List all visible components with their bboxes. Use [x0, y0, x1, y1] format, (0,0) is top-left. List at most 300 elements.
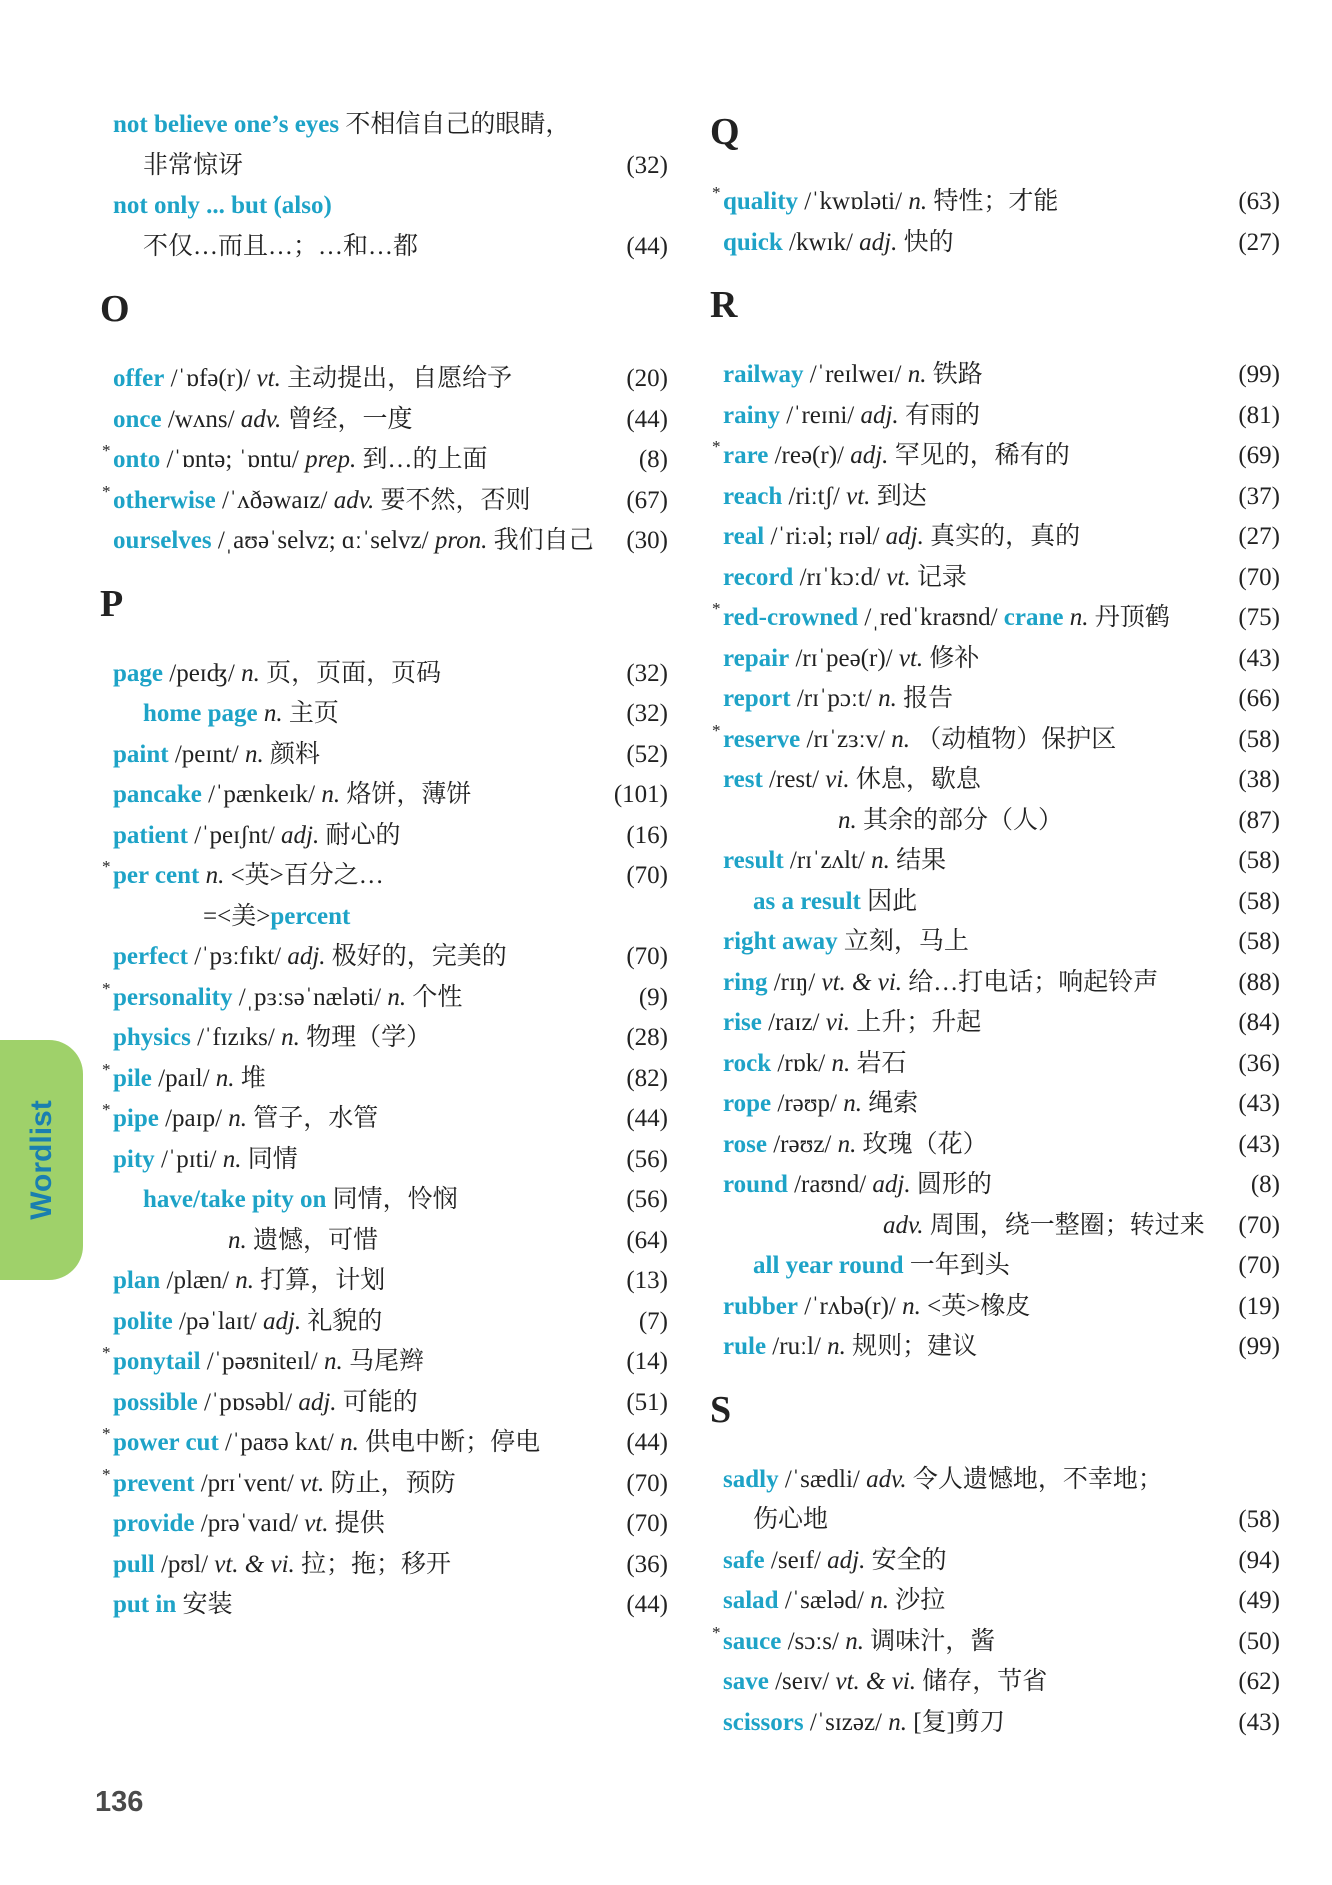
page-reference: (43) — [1238, 1130, 1280, 1158]
wordlist-entry — [723, 223, 954, 263]
page-reference: (44) — [626, 232, 668, 260]
part-of-speech: n. — [902, 1292, 921, 1320]
chinese-definition: <英>橡皮 — [927, 1292, 1031, 1320]
phonetic: /rɪˈzɜːv/ — [806, 725, 886, 753]
page-reference: (101) — [613, 781, 668, 808]
wordlist-entry — [723, 639, 979, 679]
page-reference: (50) — [1238, 1627, 1280, 1655]
star-marker: * — [102, 481, 111, 501]
part-of-speech: adj. — [287, 943, 326, 970]
headword: offer — [113, 365, 165, 392]
chinese-definition: 主动提出，自愿给予 — [287, 365, 513, 392]
part-of-speech: vt. — [898, 644, 924, 672]
phonetic: /ˈpænkeɪk/ — [208, 781, 316, 808]
phonetic: /ˈreɪni/ — [786, 401, 855, 429]
part-of-speech: adv. — [866, 1465, 907, 1493]
headword: pity — [113, 1145, 155, 1173]
part-of-speech: n. — [878, 685, 897, 712]
page-reference: (56) — [626, 1186, 668, 1213]
page-reference: (32) — [626, 659, 668, 687]
headword: record — [723, 563, 794, 591]
headword: rest — [723, 766, 763, 793]
wordlist-entry — [102, 856, 384, 896]
headword: salad — [723, 1587, 779, 1614]
chinese-definition: 供电中断；停电 — [365, 1429, 541, 1456]
phonetic: /seɪv/ — [775, 1668, 830, 1695]
chinese-definition: 绳索 — [868, 1090, 919, 1117]
part-of-speech: adj. — [885, 523, 924, 550]
phonetic: /sɔːs/ — [787, 1627, 839, 1655]
page-reference: (63) — [1238, 188, 1280, 215]
headword: provide — [113, 1510, 195, 1537]
chinese-definition: 储存，节省 — [922, 1668, 1048, 1695]
headword-part: crane — [1003, 604, 1064, 631]
headword: rise — [723, 1009, 762, 1036]
wordlist-entry — [723, 1125, 988, 1165]
headword: pull — [113, 1550, 155, 1578]
variant-marker: =<美> — [203, 902, 271, 930]
wordlist-entry — [143, 1180, 458, 1220]
page-reference: (70) — [1238, 563, 1280, 591]
phonetic: /ˈɒntə; ˈɒntu/ — [166, 446, 299, 473]
wordlist-entry — [712, 436, 1070, 476]
entry-continuation — [143, 227, 418, 267]
page-reference: (52) — [626, 740, 668, 768]
chinese-definition: 安全的 — [871, 1546, 947, 1574]
phonetic: /ˈpɪti/ — [160, 1145, 217, 1173]
headword: reserve — [723, 725, 801, 753]
phonetic: /ˌpɜːsəˈnæləti/ — [238, 983, 382, 1011]
headword: perfect — [113, 943, 188, 970]
page-reference: (16) — [626, 821, 668, 849]
headword: have/take pity on — [143, 1186, 327, 1213]
chinese-definition: 规则；建议 — [852, 1333, 978, 1360]
page-reference: (87) — [1238, 806, 1280, 834]
page-reference: (43) — [1238, 1708, 1280, 1736]
page-reference: (27) — [1238, 228, 1280, 256]
wordlist-entry — [883, 1206, 1205, 1246]
phonetic: /reə(r)/ — [774, 442, 844, 469]
part-of-speech: n. — [263, 700, 283, 727]
part-of-speech: prep. — [305, 446, 357, 473]
wordlist-entry — [723, 922, 969, 962]
page-reference: (70) — [1238, 1252, 1280, 1279]
page-reference: (44) — [626, 1105, 668, 1132]
phonetic: /ˈsɪzəz/ — [809, 1708, 882, 1736]
page-reference: (58) — [1238, 847, 1280, 874]
headword: red-crowned — [723, 604, 859, 631]
chinese-definition: 给…打电话；响起铃声 — [908, 968, 1159, 996]
part-of-speech: vt. — [886, 563, 911, 591]
star-marker: * — [102, 978, 111, 998]
wordlist-entry — [723, 558, 967, 598]
phonetic: /ruːl/ — [772, 1333, 821, 1360]
phonetic: /ˈsæləd/ — [784, 1587, 865, 1614]
chinese-definition: 极好的，完美的 — [331, 943, 507, 970]
phonetic: /pəˈlaɪt/ — [178, 1307, 257, 1335]
part-of-speech: vi. — [825, 1009, 851, 1036]
chinese-definition: 马尾辫 — [348, 1348, 424, 1375]
star-marker: * — [712, 1622, 721, 1642]
page-reference: (19) — [1238, 1292, 1280, 1320]
chinese-definition: 真实的，真的 — [930, 523, 1081, 550]
phonetic: /peɪnt/ — [174, 740, 239, 768]
chinese-definition: 不相信自己的眼睛， — [345, 111, 571, 138]
chinese-definition: 曾经，一度 — [287, 405, 413, 433]
wordlist-entry — [723, 477, 927, 517]
wordlist-entry — [113, 521, 594, 561]
phonetic: /paɪp/ — [165, 1105, 223, 1132]
page-reference: (13) — [626, 1267, 668, 1294]
chinese-definition: 沙拉 — [895, 1587, 946, 1614]
page-reference: (58) — [1238, 725, 1280, 753]
part-of-speech: n. — [235, 1267, 255, 1294]
star-marker: * — [102, 1424, 111, 1443]
part-of-speech: vt. & vi. — [821, 968, 903, 996]
headword: report — [723, 685, 791, 712]
phonetic: /rəʊz/ — [773, 1130, 832, 1158]
chinese-definition: 个性 — [412, 983, 463, 1011]
headword: paint — [113, 740, 169, 768]
wordlist-entry — [723, 1541, 947, 1581]
chinese-definition: 打算，计划 — [260, 1267, 386, 1294]
phonetic: /seɪf/ — [770, 1546, 821, 1574]
part-of-speech: n. — [837, 1130, 857, 1158]
chinese-definition: 烙饼，薄饼 — [346, 781, 472, 808]
page-reference: (66) — [1238, 685, 1280, 712]
part-of-speech: adj. — [872, 1171, 911, 1198]
chinese-definition: 特性；才能 — [933, 188, 1059, 215]
wordlist-entry — [723, 1460, 1163, 1500]
phonetic: /ˈpəʊniteɪl/ — [206, 1348, 318, 1375]
chinese-definition: 令人遗憾地，不幸地； — [912, 1465, 1163, 1493]
headword: repair — [723, 644, 790, 672]
chinese-definition: 颜料 — [269, 740, 320, 768]
headword: rare — [723, 442, 769, 469]
part-of-speech: adv. — [883, 1211, 924, 1239]
part-of-speech: n. — [340, 1429, 359, 1456]
wordlist-entry — [113, 400, 413, 440]
chinese-definition: 堆 — [240, 1064, 266, 1092]
page-reference: (30) — [626, 527, 668, 554]
chinese-definition: 同情，怜悯 — [332, 1186, 458, 1213]
wordlist-tab-label: Wordlist — [24, 1100, 58, 1220]
wordlist-entry — [723, 1287, 1030, 1327]
headword: ourselves — [113, 527, 212, 554]
wordlist-entry — [113, 1302, 382, 1342]
part-of-speech: adj. — [860, 401, 899, 429]
page-reference: (70) — [626, 1469, 668, 1497]
phonetic: /peɪʤ/ — [169, 659, 235, 687]
headword: pile — [113, 1064, 152, 1092]
part-of-speech: adj. — [281, 821, 320, 849]
star-marker: * — [102, 857, 111, 876]
page-reference: (9) — [638, 983, 668, 1011]
chinese-definition: [复]剪刀 — [913, 1708, 1005, 1736]
page-reference: (81) — [1238, 401, 1280, 429]
wordlist-entry — [723, 1662, 1047, 1702]
wordlist-entry — [113, 1140, 298, 1180]
page-reference: (51) — [626, 1388, 668, 1416]
part-of-speech: adj. — [850, 442, 889, 469]
phonetic: /kwɪk/ — [789, 228, 853, 256]
chinese-definition: 到…的上面 — [362, 446, 488, 473]
wordlist-entry — [113, 186, 332, 226]
wordlist-entry — [113, 1018, 431, 1058]
wordlist-entry — [838, 801, 1063, 841]
headword: ring — [723, 968, 768, 996]
chinese-definition: 遗憾，可惜 — [253, 1226, 379, 1254]
star-marker: * — [102, 1100, 111, 1119]
part-of-speech: n. — [888, 1708, 907, 1736]
page-reference: (36) — [1238, 1049, 1280, 1077]
part-of-speech: n. — [871, 847, 890, 874]
chinese-definition: 立刻，马上 — [843, 928, 969, 955]
headword: polite — [113, 1307, 173, 1335]
page-reference: (32) — [626, 151, 668, 179]
headword: patient — [113, 821, 188, 849]
page-reference: (58) — [1238, 928, 1280, 955]
star-marker: * — [712, 599, 721, 618]
headword: otherwise — [113, 486, 216, 514]
page-reference: (70) — [626, 862, 668, 889]
part-of-speech: n. — [241, 659, 260, 687]
page-reference: (82) — [626, 1064, 668, 1092]
wordlist-entry — [723, 1703, 1005, 1743]
page-reference: (49) — [1238, 1587, 1280, 1614]
part-of-speech: pron. — [434, 527, 488, 554]
phonetic: /ˈkwɒləti/ — [804, 188, 903, 215]
wordlist-entry — [723, 760, 981, 800]
headword: round — [723, 1171, 788, 1198]
part-of-speech: adv. — [333, 486, 375, 514]
chinese-definition: 圆形的 — [916, 1171, 992, 1198]
headword: pancake — [113, 781, 202, 808]
section-letter: Q — [710, 111, 740, 153]
part-of-speech: vt. & vi. — [835, 1668, 917, 1695]
chinese-definition: 因此 — [867, 887, 918, 915]
headword: reach — [723, 482, 783, 510]
headword: save — [723, 1668, 769, 1695]
chinese-definition: 到达 — [876, 482, 927, 510]
page-reference: (70) — [1238, 1211, 1280, 1239]
wordlist-entry — [723, 1044, 906, 1084]
headword: home page — [143, 700, 258, 727]
star-marker: * — [712, 437, 721, 456]
section-letter: S — [710, 1388, 732, 1431]
chinese-definition: 要不然，否则 — [380, 486, 531, 514]
part-of-speech: n. — [205, 862, 225, 889]
headword: per cent — [113, 862, 200, 889]
phonetic: /ˈsædli/ — [784, 1465, 860, 1493]
chinese-definition: 非常惊讶 — [143, 151, 244, 179]
headword: rule — [723, 1333, 767, 1360]
chinese-definition: 可能的 — [342, 1388, 418, 1416]
wordlist-entry — [753, 1246, 1010, 1286]
part-of-speech: n. — [281, 1024, 300, 1051]
phonetic: /ˌaʊəˈselvz; ɑːˈselvz/ — [217, 527, 429, 554]
chinese-definition: 丹顶鹤 — [1094, 604, 1170, 631]
headword: right away — [723, 928, 838, 955]
part-of-speech: vi. — [825, 766, 850, 793]
page-reference: (14) — [626, 1348, 668, 1375]
headword: put in — [113, 1591, 177, 1618]
wordlist-entry — [143, 694, 339, 734]
chinese-definition: 安装 — [182, 1591, 233, 1618]
headword-variant: percent — [270, 902, 351, 930]
chinese-definition: 玫瑰（花） — [862, 1130, 988, 1158]
phonetic: /rɪŋ/ — [773, 968, 816, 996]
chinese-definition: 一年到头 — [909, 1252, 1010, 1279]
phonetic: /ˈpɜːfɪkt/ — [194, 943, 282, 970]
part-of-speech: n. — [843, 1090, 862, 1117]
wordlist-entry — [113, 1504, 385, 1544]
headword: not believe one’s eyes — [113, 111, 340, 138]
wordlist-entry — [102, 1464, 456, 1504]
page-reference: (62) — [1238, 1668, 1280, 1695]
page-reference: (69) — [1238, 442, 1280, 469]
wordlist-entry — [723, 1003, 981, 1043]
chinese-definition: 罕见的，稀有的 — [894, 442, 1070, 469]
phonetic: /ˈfɪzɪks/ — [197, 1024, 275, 1051]
headword: rainy — [723, 401, 780, 429]
page-reference: (67) — [626, 486, 668, 514]
page-reference: (20) — [626, 365, 668, 392]
wordlist-entry — [712, 720, 1117, 760]
chinese-definition: （动植物）保护区 — [916, 725, 1117, 753]
page-reference: (58) — [1238, 887, 1280, 915]
wordlist-entry — [113, 775, 471, 815]
headword: safe — [723, 1546, 765, 1574]
headword: rubber — [723, 1292, 798, 1320]
page-reference: (7) — [638, 1307, 668, 1335]
part-of-speech: n. — [831, 1049, 851, 1077]
part-of-speech: n. — [321, 781, 341, 808]
wordlist-entry — [102, 440, 488, 480]
phonetic: /rɪˈpeə(r)/ — [795, 644, 893, 672]
entry-continuation — [753, 1500, 828, 1540]
part-of-speech: n. — [838, 806, 857, 834]
wordlist-entry — [723, 841, 946, 881]
chinese-definition: 上升；升起 — [856, 1009, 982, 1036]
headword: railway — [723, 361, 804, 388]
chinese-definition: 休息，歇息 — [855, 766, 981, 793]
headword: ponytail — [113, 1348, 201, 1375]
phonetic: /rest/ — [769, 766, 820, 793]
headword: scissors — [723, 1708, 804, 1736]
phonetic: /ˈpeɪʃnt/ — [194, 821, 275, 849]
wordlist-entry — [712, 182, 1059, 222]
page-number: 136 — [95, 1786, 144, 1818]
wordlist-entry — [113, 359, 512, 399]
entry-continuation — [143, 146, 243, 186]
wordlist-entry — [712, 1622, 996, 1662]
page-reference: (75) — [1238, 604, 1280, 631]
headword: rock — [723, 1049, 772, 1077]
wordlist-entry — [102, 1099, 379, 1139]
chinese-definition: 记录 — [916, 563, 967, 591]
part-of-speech: adj. — [298, 1388, 337, 1416]
headword: possible — [113, 1388, 198, 1416]
phonetic: /ˈriːəl; rɪəl/ — [770, 523, 880, 550]
section-letter: O — [100, 288, 130, 330]
phonetic: /rɪˈkɔːd/ — [799, 563, 881, 591]
page-reference: (58) — [1238, 1506, 1280, 1533]
chinese-definition: 修补 — [929, 644, 980, 672]
phonetic: /ˈrʌbə(r)/ — [804, 1292, 896, 1320]
phonetic: /ˈɒfə(r)/ — [170, 365, 251, 392]
page-reference: (44) — [626, 1429, 668, 1456]
page-reference: (44) — [626, 1591, 668, 1618]
chinese-definition: 调味汁，酱 — [870, 1627, 996, 1655]
part-of-speech: n. — [827, 1333, 846, 1360]
headword: as a result — [753, 887, 861, 915]
page-reference: (43) — [1238, 1090, 1280, 1117]
page-reference: (8) — [638, 446, 668, 473]
wordlist-entry — [723, 963, 1158, 1003]
headword: once — [113, 405, 162, 433]
chinese-definition: 有雨的 — [904, 401, 980, 429]
entry-continuation — [203, 897, 350, 937]
phonetic: /ˈpɒsəbl/ — [204, 1388, 293, 1416]
page-reference: (56) — [626, 1145, 668, 1173]
headword: all year round — [753, 1252, 904, 1279]
wordlist-entry — [113, 735, 320, 775]
section-letter: R — [710, 284, 738, 326]
wordlist-entry — [102, 1059, 266, 1099]
part-of-speech: vt. — [846, 482, 871, 510]
part-of-speech: n. — [323, 1348, 343, 1375]
page-reference: (28) — [626, 1024, 668, 1051]
wordlist-entry — [723, 355, 983, 395]
phonetic: /rɪˈpɔːt/ — [796, 685, 872, 712]
phonetic: /riːtʃ/ — [788, 482, 840, 510]
chinese-definition: 我们自己 — [493, 527, 594, 554]
phonetic: /wʌns/ — [167, 405, 235, 433]
wordlist-entry — [113, 937, 507, 977]
page-reference: (37) — [1238, 482, 1280, 510]
star-marker: * — [102, 1464, 111, 1484]
chinese-definition: 提供 — [334, 1510, 385, 1537]
headword: prevent — [113, 1469, 195, 1497]
chinese-definition: 不仅…而且…；…和…都 — [143, 232, 419, 260]
phonetic: /raɪz/ — [768, 1009, 820, 1036]
phonetic: /ˈʌðəwaɪz/ — [222, 486, 328, 514]
wordlist-entry — [723, 517, 1080, 557]
wordlist-entry — [113, 1545, 451, 1585]
page-reference: (44) — [626, 405, 668, 433]
wordlist-entry — [712, 598, 1170, 638]
headword: personality — [113, 983, 233, 1011]
chinese-definition: 周围，绕一整圈；转过来 — [929, 1211, 1205, 1239]
chinese-definition: 伤心地 — [753, 1506, 829, 1533]
headword: quick — [723, 228, 783, 256]
chinese-definition: 防止，预防 — [330, 1469, 456, 1497]
part-of-speech: vt. — [304, 1510, 329, 1537]
headword: pipe — [113, 1105, 159, 1132]
part-of-speech: adv. — [240, 405, 282, 433]
wordlist-entry — [113, 1261, 385, 1301]
phonetic: /paɪl/ — [158, 1064, 210, 1092]
page-reference: (43) — [1238, 644, 1280, 672]
phonetic: /raʊnd/ — [794, 1171, 867, 1198]
chinese-definition: 管子，水管 — [253, 1105, 379, 1132]
headword: plan — [113, 1267, 161, 1294]
part-of-speech: vt. — [300, 1469, 325, 1497]
phonetic: /ˈreɪlweɪ/ — [809, 361, 902, 388]
phonetic: /rɒk/ — [777, 1049, 826, 1077]
phonetic: /pʊl/ — [160, 1550, 209, 1578]
